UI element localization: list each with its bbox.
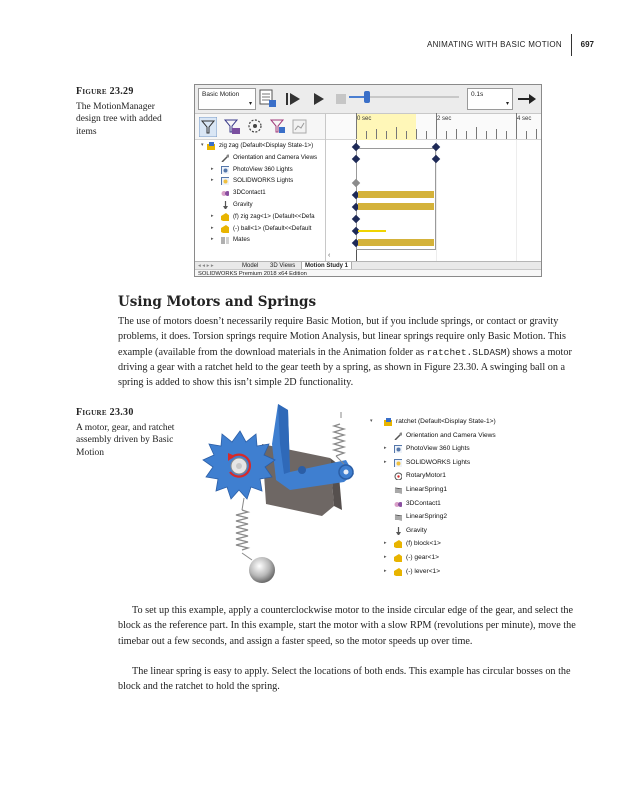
ruler-major-tick: [516, 113, 517, 139]
section-heading: Using Motors and Springs: [118, 294, 317, 310]
expand-caret-icon[interactable]: ▸: [211, 236, 214, 243]
spring-upper: [334, 412, 344, 464]
tree-row-photoview-lights[interactable]: [195, 164, 325, 176]
ruler-major-tick: [436, 113, 437, 139]
tree-row-label: (f) zig zag<1> (Default<<Defa: [233, 212, 315, 220]
tree-row-ball-part[interactable]: [195, 223, 325, 235]
tree-row-gear-part[interactable]: [366, 551, 544, 565]
tree-row-rotary-motor[interactable]: [366, 469, 544, 483]
paragraph-motors-intro: [118, 314, 578, 390]
play-from-start-icon[interactable]: [285, 92, 301, 106]
ruler-minor-tick: [526, 131, 527, 139]
study-type-dropdown[interactable]: [198, 88, 256, 110]
tab-bar: [195, 261, 541, 269]
page-number: 697: [580, 40, 594, 49]
tree-row-label: LinearSpring2: [406, 513, 448, 521]
tree-filter-toolbar: [195, 114, 325, 140]
gravity-duration-bar: [358, 203, 434, 210]
playback-time-value: 0.1s: [471, 91, 484, 98]
tree-row-label: RotaryMotor1: [406, 472, 446, 480]
ball-change-bar: [358, 230, 386, 232]
filter-results-icon[interactable]: [291, 118, 309, 136]
tree-row-label: SOLIDWORKS Lights: [406, 458, 471, 466]
spring-icon: [394, 513, 402, 521]
tree-row-solidworks-lights[interactable]: [195, 175, 325, 187]
expand-caret-icon[interactable]: ▸: [211, 177, 214, 184]
filter-selected-icon[interactable]: [269, 118, 287, 136]
expand-caret-icon[interactable]: ▸: [384, 567, 387, 574]
tree-row-block-part[interactable]: [366, 537, 544, 551]
contact-duration-bar: [358, 191, 434, 198]
assembly-icon: [207, 142, 215, 150]
part-icon: [394, 568, 402, 576]
tree-row-label: Orientation and Camera Views: [233, 153, 318, 161]
gravity-icon: [394, 527, 402, 535]
tree-row-label: Gravity: [406, 526, 427, 534]
camera-icon: [221, 154, 229, 162]
ruler-minor-tick: [536, 129, 537, 139]
time-label-2: 2 sec: [437, 116, 452, 122]
tree-row-label: (-) ball<1> (Default<<Default: [233, 224, 312, 232]
filter-animated-icon[interactable]: [223, 118, 241, 136]
tree-row-linear-spring-2[interactable]: [366, 510, 544, 524]
camera-icon: [394, 432, 402, 440]
motion-design-tree: [195, 113, 325, 261]
ratchet-lever-part: [272, 404, 354, 490]
paragraph-text: ) shows a motor driving a gear with a ratchet held to the gear teeth by a spring, as shown in Figure 23.30. A swinging ball on a spring is added to show this isn’t simple 2D functionality.: [118, 346, 572, 389]
photoview-icon: [221, 166, 229, 174]
tree-row-zigzag-part[interactable]: [195, 211, 325, 223]
figure-caption-23-29: [76, 86, 176, 138]
tree-row-linear-spring-1[interactable]: [366, 483, 544, 497]
mates-duration-bar: [358, 239, 434, 246]
play-icon[interactable]: [313, 92, 325, 106]
part-icon: [221, 213, 229, 221]
calculate-icon[interactable]: [259, 89, 277, 109]
tree-row-3dcontact[interactable]: [195, 187, 325, 199]
file-name-code: ratchet.SLDASM: [426, 346, 507, 358]
figure-label: Figure 23.30: [76, 407, 134, 418]
expand-caret-icon[interactable]: ▸: [384, 540, 387, 547]
running-head-section: ANIMATING WITH BASIC MOTION: [426, 40, 562, 49]
tree-row-label: 3DContact1: [406, 499, 441, 507]
ratchet-feature-tree: [366, 415, 544, 575]
ruler-minor-tick: [446, 131, 447, 139]
assembly-icon: [384, 418, 392, 426]
tree-row-label: zig zag (Default<Display State-1>): [219, 142, 314, 149]
time-label-0: 0 sec: [357, 116, 372, 122]
tree-row-label: PhotoView 360 Lights: [406, 445, 470, 453]
running-head: [0, 40, 636, 54]
ruler-minor-tick: [456, 129, 457, 139]
contact-icon: [221, 189, 229, 197]
mates-icon: [221, 236, 229, 244]
figure-caption-text: A motor, gear, and ratchet assembly driven by Basic Motion: [76, 422, 175, 458]
ruler-minor-tick: [386, 131, 387, 139]
study-type-value: Basic Motion: [202, 91, 240, 98]
ruler-minor-tick: [466, 131, 467, 139]
part-icon: [221, 225, 229, 233]
paragraph-linear-spring: The linear spring is easy to apply. Select the locations of both ends. This example has circular bosses on the block and the ratchet to hold the spring.: [118, 666, 571, 693]
spring-lower: [236, 498, 252, 560]
ratchet-assembly-illustration: [184, 398, 364, 600]
playback-time-field[interactable]: [467, 88, 513, 110]
tree-row-3dcontact[interactable]: [366, 497, 544, 511]
tree-row-lever-part[interactable]: [366, 565, 544, 579]
tree-row-label: (-) gear<1>: [406, 553, 439, 561]
filter-driving-icon[interactable]: [247, 118, 265, 136]
paragraph-motor-setup: To set up this example, apply a counterclockwise motor to the inside circular edge of the gear, and select the block as the reference part. In this example, start the motor with a slow RPM (revolutions per minute), move the timebar out a few seconds, and assign a faster speed, so the motor speeds up over time.: [118, 605, 576, 647]
timeline-gridline: [516, 140, 517, 261]
filter-icon[interactable]: [199, 117, 217, 137]
tree-row-label: LinearSpring1: [406, 485, 448, 493]
ruler-minor-tick: [506, 131, 507, 139]
tree-row-label: (f) block<1>: [406, 540, 441, 548]
motion-toolbar: [195, 85, 541, 113]
tab-3d-views[interactable]: 3D Views: [270, 263, 296, 269]
motor-icon: [394, 472, 402, 480]
tree-row-label: Orientation and Camera Views: [406, 431, 496, 439]
expand-caret-icon[interactable]: ▾: [201, 142, 204, 148]
expand-caret-icon[interactable]: ▸: [211, 165, 214, 172]
chevron-down-icon: ▾: [505, 101, 509, 107]
status-bar: SOLIDWORKS Premium 2018 x64 Edition: [195, 269, 541, 277]
expand-caret-icon[interactable]: ▸: [211, 212, 214, 219]
ruler-minor-tick: [396, 127, 397, 139]
ruler-minor-tick: [426, 131, 427, 139]
ruler-minor-tick: [416, 129, 417, 139]
expand-caret-icon[interactable]: ▸: [384, 445, 387, 452]
tree-row-camera-views[interactable]: [195, 152, 325, 164]
part-icon: [394, 554, 402, 562]
tree-row-label: PhotoView 360 Lights: [233, 165, 293, 173]
tab-motion-study-1[interactable]: Motion Study 1: [301, 262, 352, 270]
tree-row-label: ratchet (Default<Display State-1>): [396, 418, 496, 425]
gear-part: [203, 431, 275, 499]
tab-model[interactable]: Model: [242, 263, 259, 269]
ruler-minor-tick: [486, 131, 487, 139]
figure-label: Figure 23.29: [76, 86, 134, 97]
expand-caret-icon[interactable]: ▾: [370, 418, 373, 424]
photoview-icon: [394, 445, 402, 453]
time-label-4: 4 sec: [517, 116, 532, 122]
ruler-minor-tick: [366, 131, 367, 139]
time-ruler[interactable]: [326, 114, 542, 140]
tab-scroll-arrows-icon[interactable]: ◂ ◂ ▸ ▸: [198, 263, 214, 269]
lights-icon: [394, 459, 402, 467]
slider-thumb[interactable]: [364, 91, 370, 103]
tree-row-solidworks-lights[interactable]: [366, 456, 544, 470]
expand-caret-icon[interactable]: ▸: [211, 224, 214, 231]
ruler-minor-tick: [376, 129, 377, 139]
ruler-minor-tick: [496, 129, 497, 139]
lights-icon: [221, 177, 229, 185]
stop-icon[interactable]: [335, 93, 347, 105]
scroll-left-icon[interactable]: ‹: [328, 252, 331, 259]
tree-row-mates[interactable]: [195, 234, 325, 246]
spring-icon: [394, 486, 402, 494]
chevron-down-icon: ▾: [248, 101, 252, 107]
figure-caption-23-30: [76, 407, 176, 459]
expand-caret-icon[interactable]: ▸: [384, 553, 387, 560]
tree-row-gravity[interactable]: [366, 524, 544, 538]
ruler-major-tick: [356, 113, 357, 139]
expand-caret-icon[interactable]: ▸: [384, 458, 387, 465]
tree-row-label: (-) lever<1>: [406, 567, 441, 575]
motion-manager-screenshot: [194, 84, 542, 277]
playback-mode-arrow-icon[interactable]: [517, 92, 537, 106]
tree-row-ratchet-assembly[interactable]: [366, 415, 544, 429]
running-head-divider: [571, 34, 572, 56]
tree-row-gravity[interactable]: [195, 199, 325, 211]
part-icon: [394, 540, 402, 548]
tree-row-assembly[interactable]: [195, 140, 325, 152]
tree-row-label: Mates: [233, 236, 250, 244]
ball-part: [249, 557, 275, 583]
gravity-icon: [221, 201, 229, 209]
tree-row-label: 3DContact1: [233, 189, 266, 197]
ruler-minor-tick: [406, 131, 407, 139]
contact-icon: [394, 500, 402, 508]
tree-row-photoview-lights[interactable]: [366, 442, 544, 456]
timeline-area[interactable]: [325, 113, 542, 261]
ruler-minor-tick: [476, 127, 477, 139]
time-range-box: [356, 148, 436, 250]
figure-caption-text: The MotionManager design tree with added items: [76, 101, 162, 137]
paragraph-text: The use of motors doesn’t necessarily require Basic Motion, but if you include springs, or contact or gravity problems, it does. Torsion springs require Motion Analysis, but linear springs require only Basic Motion. This example (available from the download materials in the Animation folder as: [118, 316, 566, 358]
tree-row-label: SOLIDWORKS Lights: [233, 177, 294, 185]
tree-row-camera-views[interactable]: [366, 429, 544, 443]
tree-row-label: Gravity: [233, 200, 253, 208]
playback-speed-slider[interactable]: [349, 91, 459, 103]
